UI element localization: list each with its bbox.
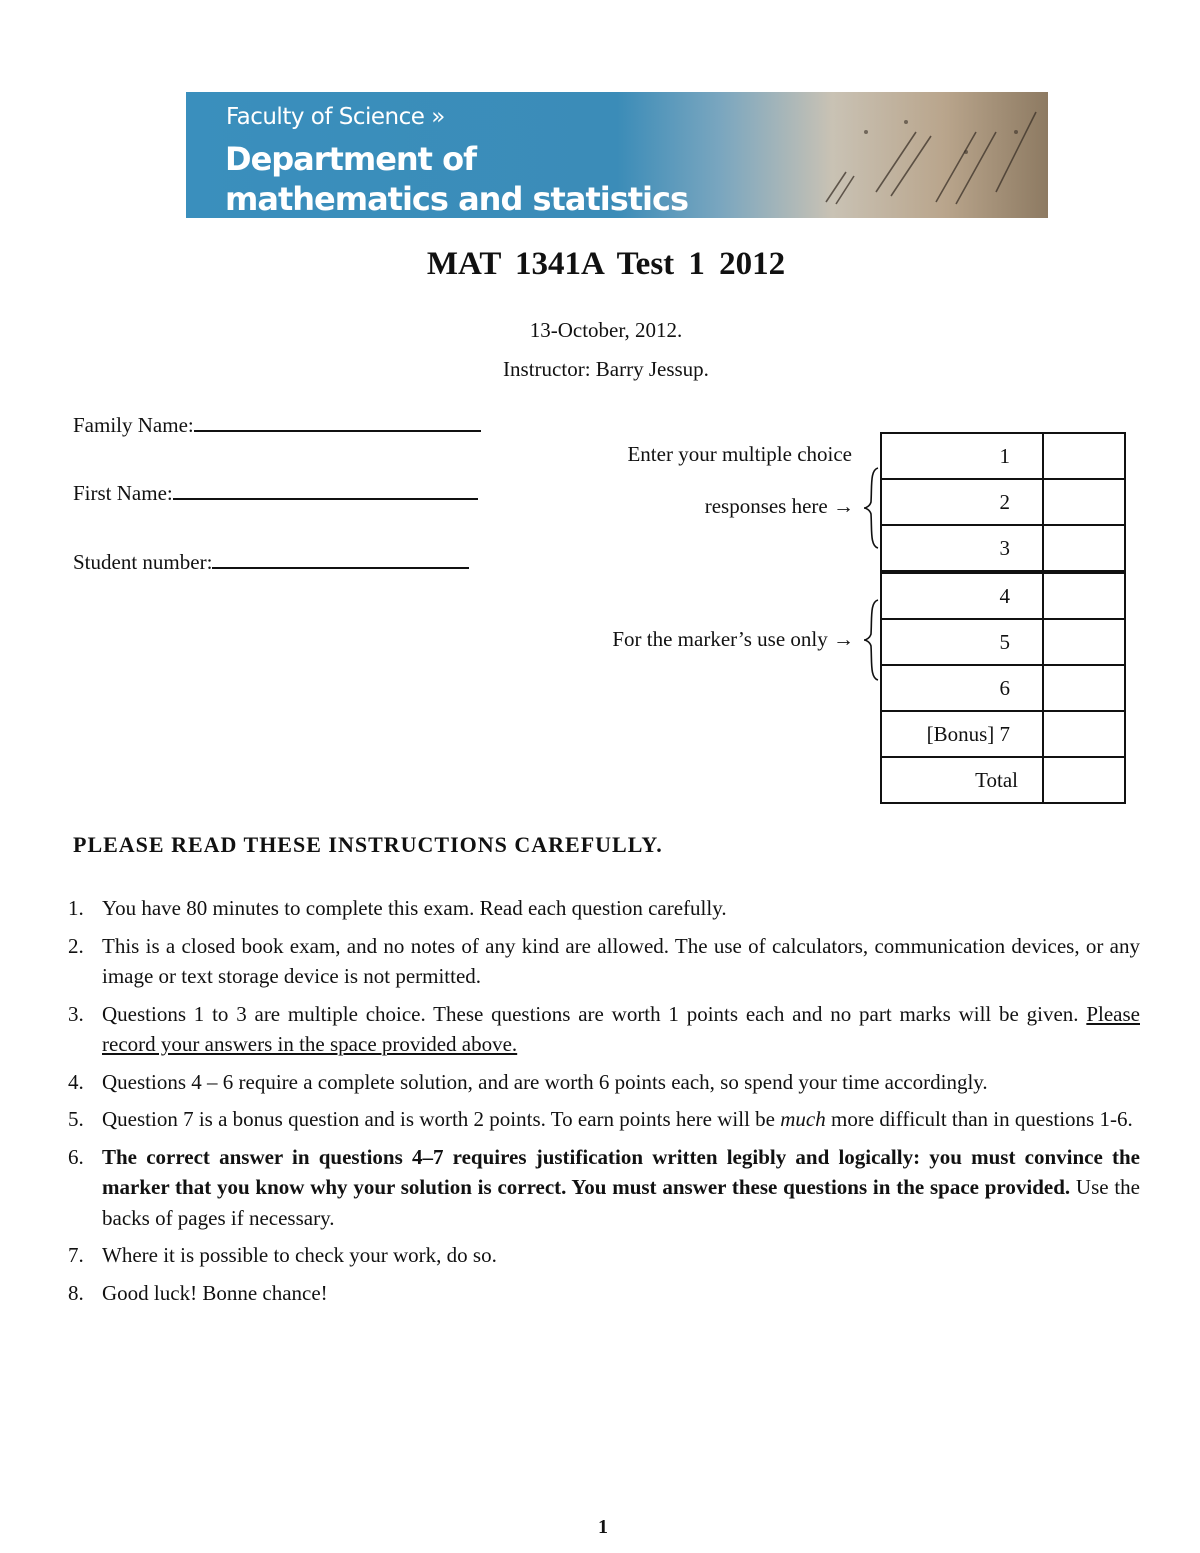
family-name-label: Family Name:	[73, 413, 194, 437]
total-cell	[1043, 757, 1125, 803]
item-number: 1.	[68, 896, 84, 920]
mc-brace-icon	[862, 466, 880, 550]
item-text: Questions 1 to 3 are multiple choice. These questions are worth 1 points each and no part marks will be given.	[102, 1001, 1087, 1026]
banner-department-line1: Department of	[225, 140, 477, 178]
instructor-line: Instructor: Barry Jessup.	[503, 357, 709, 381]
answer-cell[interactable]	[1043, 525, 1125, 572]
table-row	[881, 665, 1125, 711]
test-title: MAT 1341A Test 1 2012	[426, 246, 786, 282]
item-text: This is a closed book exam, and no notes of any kind are allowed. The use of calculators, communication devices, or any image or text storage device is not permitted.	[102, 933, 1140, 988]
list-item	[68, 1240, 1140, 1271]
table-row	[881, 479, 1125, 525]
question-label: 3	[881, 525, 1043, 572]
question-label: 1	[881, 433, 1043, 479]
item-text-underlined: Please record your answers in the space provided above.	[102, 1001, 1140, 1056]
instructions-list	[68, 893, 1140, 1315]
item-text: Question 7 is a bonus question and is worth 2 points. To earn points here will be	[102, 1107, 781, 1131]
first-name-field	[73, 480, 478, 506]
first-name-label: First Name:	[73, 481, 173, 505]
marker-note: For the marker’s use only →	[612, 627, 854, 651]
item-number: 2.	[68, 933, 84, 958]
list-item	[68, 1278, 1140, 1309]
item-number: 8.	[68, 1280, 84, 1305]
question-label: 4	[881, 572, 1043, 619]
list-item	[68, 1104, 1140, 1135]
student-number-blank[interactable]	[212, 549, 469, 569]
page-number: 1	[598, 1516, 608, 1538]
table-row	[881, 757, 1125, 803]
list-item	[68, 893, 1140, 924]
item-text: Where it is possible to check your work, do so.	[102, 1243, 497, 1267]
item-text-italic: much	[780, 1107, 826, 1131]
item-text: You have 80 minutes to complete this exam. Read each question carefully.	[102, 896, 727, 920]
question-label: [Bonus] 7	[881, 711, 1043, 757]
item-number: 7.	[68, 1243, 84, 1267]
answer-cell[interactable]	[1043, 433, 1125, 479]
answer-cell[interactable]	[1043, 479, 1125, 525]
table-row	[881, 711, 1125, 757]
table-row	[881, 619, 1125, 665]
question-label: 2	[881, 479, 1043, 525]
banner-department-line2: mathematics and statistics	[225, 180, 689, 218]
question-label: 5	[881, 619, 1043, 665]
item-number: 4.	[68, 1069, 84, 1094]
mc-note-line1: Enter your multiple choice	[627, 442, 852, 466]
item-number: 5.	[68, 1107, 84, 1131]
item-text: Use the backs of pages if necessary.	[102, 1175, 1140, 1230]
list-item	[68, 999, 1140, 1060]
test-date: 13-October, 2012.	[529, 318, 683, 342]
table-row	[881, 525, 1125, 572]
score-cell	[1043, 711, 1125, 757]
score-table	[880, 432, 1126, 804]
instructions-heading: PLEASE READ THESE INSTRUCTIONS CAREFULLY.	[73, 832, 663, 857]
item-text: Questions 4 – 6 require a complete solution, and are worth 6 points each, so spend your time accordingly.	[102, 1069, 988, 1094]
banner-faculty: Faculty of Science »	[226, 104, 445, 130]
score-cell	[1043, 665, 1125, 711]
item-number: 3.	[68, 1001, 84, 1026]
question-label: 6	[881, 665, 1043, 711]
family-name-field	[73, 412, 481, 438]
first-name-blank[interactable]	[173, 480, 478, 500]
item-text: more difficult than in questions 1-6.	[825, 1107, 1133, 1131]
banner-math-texture-image	[806, 92, 1048, 218]
item-text: Good luck! Bonne chance!	[102, 1280, 328, 1305]
mc-note-line2: responses here →	[704, 494, 854, 518]
item-text-bold: The correct answer in questions 4–7 requires justification written legibly and logically: you must convince the marker that you know why your solution is correct. You must answer these questions in the space provided.	[102, 1144, 1140, 1199]
score-cell	[1043, 619, 1125, 665]
score-cell	[1043, 572, 1125, 619]
department-banner	[186, 92, 1048, 218]
student-number-label: Student number:	[73, 550, 213, 574]
marker-brace-icon	[862, 598, 880, 682]
table-row	[881, 572, 1125, 619]
table-row	[881, 433, 1125, 479]
list-item	[68, 1067, 1140, 1098]
total-label: Total	[881, 757, 1043, 803]
student-number-field	[73, 549, 469, 575]
family-name-blank[interactable]	[194, 412, 481, 432]
list-item	[68, 931, 1140, 992]
item-number: 6.	[68, 1144, 84, 1169]
list-item	[68, 1142, 1140, 1234]
